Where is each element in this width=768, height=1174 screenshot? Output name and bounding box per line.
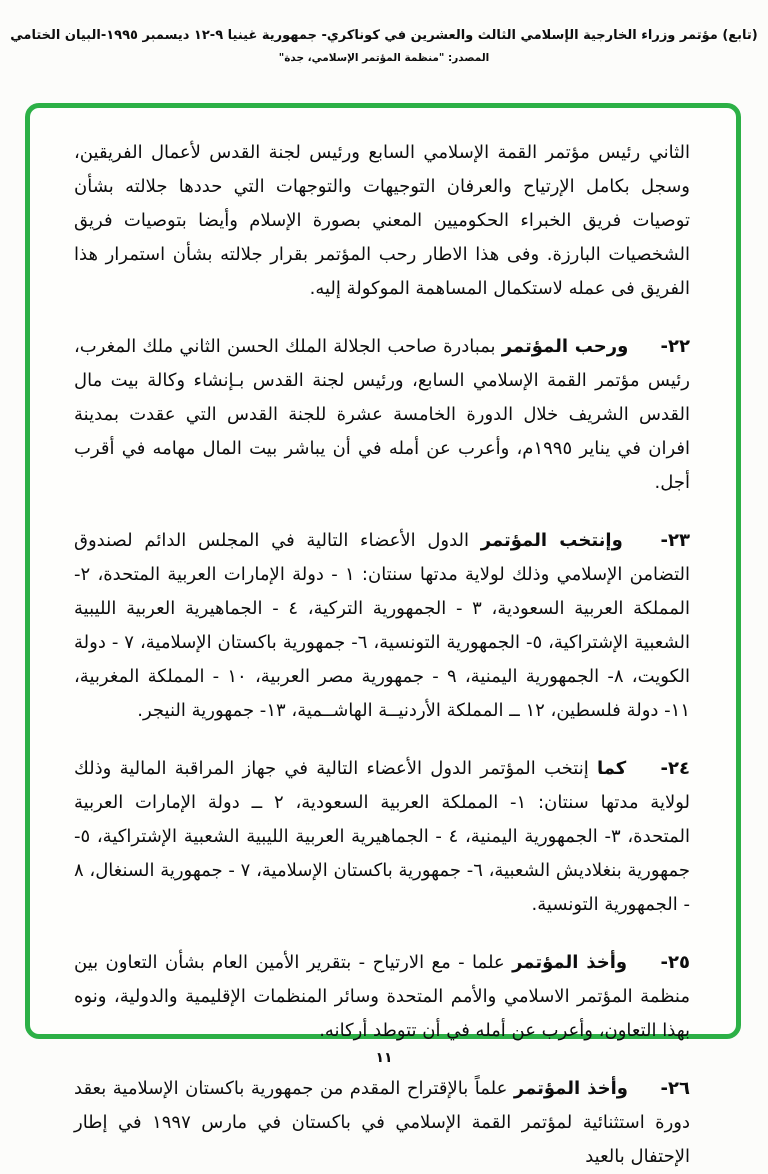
paragraph-continuation: [74, 136, 690, 306]
paragraph-lead: ورحب المؤتمر: [501, 336, 629, 357]
paragraph-24: [74, 752, 690, 922]
document-body: [30, 108, 736, 1167]
paragraph-22: [74, 330, 690, 500]
paragraph-text: علماً بالإقتراح المقدم من جمهورية باكستان الإسلامية بعقد دورة استثنائية لمؤتمر القمة الإسلامي في باكستان في مارس ١٩٩٧ في إطار الإحتفال بالعيد: [74, 1078, 690, 1167]
doc-header-line-2: المصدر: "منظمة المؤتمر الإسلامي، جدة": [278, 52, 490, 64]
paragraph-text: الثاني رئيس مؤتمر القمة الإسلامي السابع ورئيس لجنة القدس لأعمال الفريقين، وسجل بكامل الإرتياح والعرفان التوجيهات والتوجهات التي حددها جلالته بشأن توصيات فريق الخبراء الحكوميين المعني بصورة الإسلام وأيضا بتوصيات فريق الشخصيات البارزة. وفى هذا الاطار رحب المؤتمر بقرار جلالته بشأن استمرار هذا الفريق فى عمله لاستكمال المساهمة الموكولة إليه.: [74, 142, 690, 299]
paragraph-lead: وأخذ المؤتمر: [512, 952, 628, 973]
paragraph-number: ٢٦-: [660, 1078, 690, 1099]
paragraph-26: [74, 1072, 690, 1174]
paragraph-number: ٢٣-: [660, 530, 690, 551]
paragraph-lead: وإنتخب المؤتمر: [480, 530, 623, 551]
paragraph-text: إنتخب المؤتمر الدول الأعضاء التالية في جهاز المراقبة المالية وذلك لولاية مدتها سنتان: ١- المملكة العربية السعودية، ٢ ــ دولة الإمارات العربية المتحدة، ٣- الجمهورية اليمنية، ٤ - الجماهيرية العربية الليبية الشعبية الإشتراكية، ٥- جمهورية بنغلاديش الشعبية، ٦- جمهورية باكستان الإسلامية، ٧ - جمهورية السنغال، ٨ - الجمهورية التونسية.: [74, 758, 691, 915]
paragraph-lead: وأخذ المؤتمر: [513, 1078, 628, 1099]
paragraph-text: الدول الأعضاء التالية في المجلس الدائم لصندوق التضامن الإسلامي وذلك لولاية مدتها سنتان: ١ - دولة الإمارات العربية المتحدة، ٢- المملكة العربية السعودية، ٣ - الجمهورية التركية، ٤ - الجماهيرية العربية الليبية الشعبية الإشتراكية، ٥- الجمهورية التونسية، ٦- جمهورية باكستان الإسلامية، ٧ - دولة الكويت، ٨- الجمهورية اليمنية، ٩ - جمهورية مصر العربية، ١٠ - المملكة المغربية، ١١- دولة فلسطين، ١٢ ــ المملكة الأردنيــة الهاشــمية، ١٣- جمهورية النيجر.: [74, 530, 691, 721]
doc-header: [0, 28, 768, 64]
paragraph-number: ٢٥-: [660, 952, 690, 973]
doc-header-line-1: (تابع) مؤتمر وزراء الخارجية الإسلامي الثالث والعشرين في كوناكري- جمهورية غينيا ٩-١٢ ديسمبر ١٩٩٥-البيان الختامي: [10, 28, 758, 43]
paragraph-number: ٢٢-: [660, 336, 690, 357]
paragraph-23: [74, 524, 690, 728]
green-border-frame: [25, 103, 741, 1167]
page-number: ١١: [375, 1050, 393, 1066]
paragraph-text: بمبادرة صاحب الجلالة الملك الحسن الثاني ملك المغرب، رئيس مؤتمر القمة الإسلامي السابع، ورئيس لجنة القدس بـإنشاء وكالة بيت مال القدس الشريف خلال الدورة الخامسة عشرة للجنة القدس التي عقدت بمدينة افران في يناير ١٩٩٥م، وأعرب عن أمله في أن يباشر بيت المال مهامه في أقرب أجل.: [74, 336, 690, 493]
paragraph-number: ٢٤-: [660, 758, 690, 779]
paragraph-text: علما - مع الارتياح - بتقرير الأمين العام بشأن التعاون بين منظمة المؤتمر الاسلامي والأمم المتحدة وسائر المنظمات الإقليمية والدولية، ونوه بهذا التعاون، وأعرب عن أمله في أن تتوطد أركانه.: [74, 952, 690, 1041]
paragraph-lead: كما: [596, 758, 627, 779]
paragraph-25: [74, 946, 690, 1048]
